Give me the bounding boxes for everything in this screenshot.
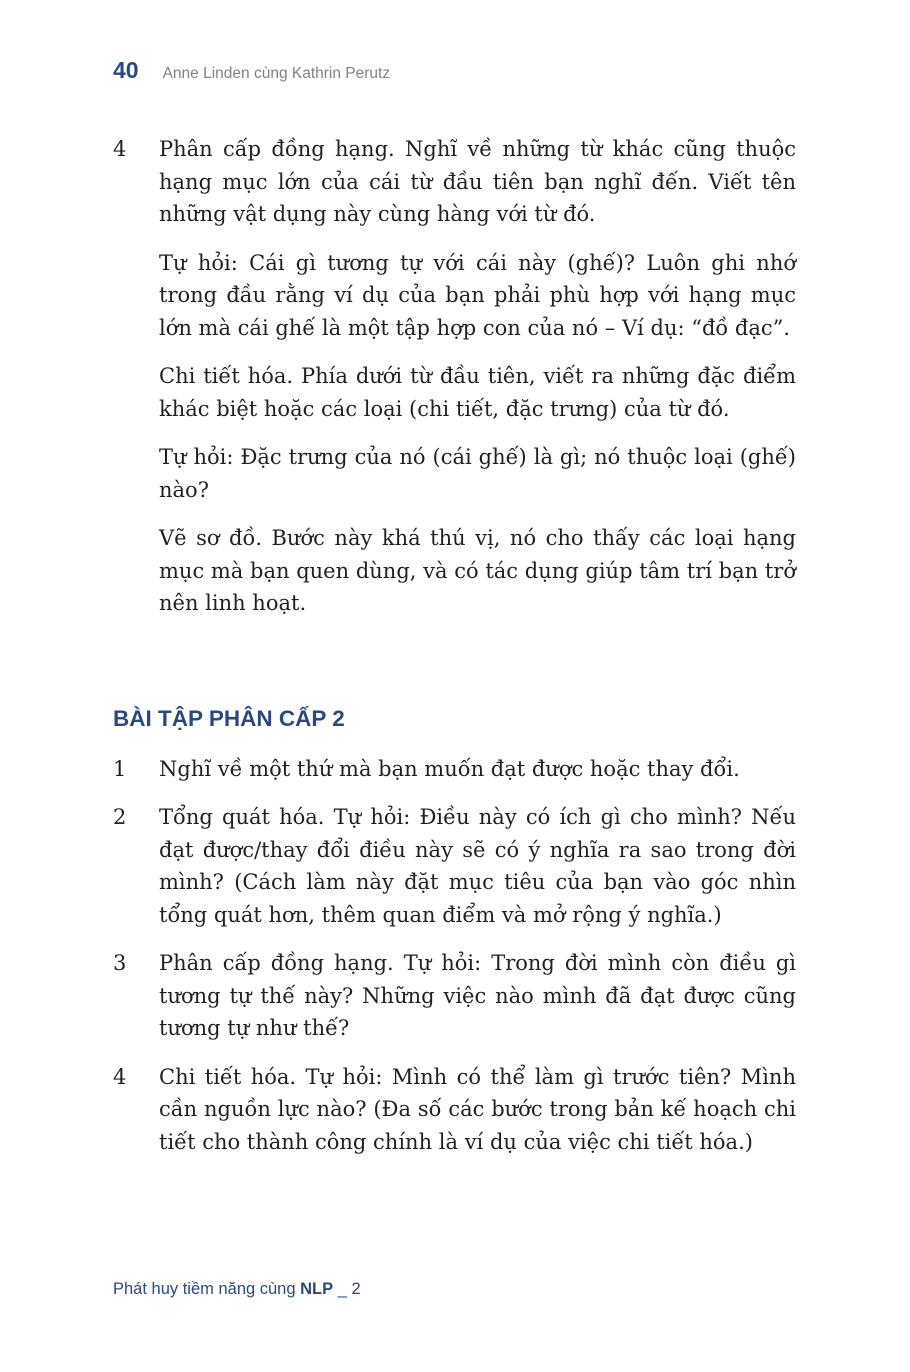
paragraph: Vẽ sơ đồ. Bước này khá thú vị, nó cho thấy các loại hạng mục mà bạn quen dùng, và có tác dụng giúp tâm trí bạn trở nên linh hoạt. <box>159 526 796 615</box>
footer-book-title: Phát huy tiềm năng cùng <box>113 1280 296 1298</box>
section-heading: BÀI TẬP PHÂN CẤP 2 <box>113 705 345 731</box>
item-number: 4 <box>113 137 127 161</box>
list-item <box>113 1061 796 1159</box>
page-footer <box>113 1280 361 1299</box>
paragraph: Phân cấp đồng hạng. Tự hỏi: Trong đời mình còn điều gì tương tự thế này? Những việc nào mình đã đạt được cũng tương tự như thế? <box>159 951 796 1040</box>
list-item <box>113 753 796 786</box>
paragraph: Chi tiết hóa. Tự hỏi: Mình có thể làm gì trước tiên? Mình cần nguồn lực nào? (Đa số các bước trong bản kế hoạch chi tiết cho thành công chính là ví dụ của việc chi tiết hóa.) <box>159 1064 796 1154</box>
running-head: Anne Linden cùng Kathrin Perutz <box>162 65 391 82</box>
page-content <box>113 133 796 1174</box>
item-number: 3 <box>113 951 127 975</box>
paragraph: Chi tiết hóa. Phía dưới từ đầu tiên, viết ra những đặc điểm khác biệt hoặc các loại (chi tiết, đặc trưng) của từ đó. <box>159 364 796 421</box>
item-body <box>159 133 796 620</box>
paragraph: Nghĩ về một thứ mà bạn muốn đạt được hoặc thay đổi. <box>159 756 740 781</box>
list-item <box>113 947 796 1045</box>
page-number: 40 <box>113 57 139 83</box>
paragraph: Tự hỏi: Cái gì tương tự với cái này (ghế)? Luôn ghi nhớ trong đầu rằng ví dụ của bạn phải phù hợp với hạng mục lớn mà cái ghế là một tập hợp con của nó – Ví dụ: “đồ đạc”. <box>159 250 796 340</box>
paragraph: Tự hỏi: Đặc trưng của nó (cái ghế) là gì; nó thuộc loại (ghế) nào? <box>159 445 796 502</box>
item-number: 2 <box>113 805 127 829</box>
list-item <box>113 133 796 620</box>
item-number: 1 <box>113 756 127 781</box>
item-number: 4 <box>113 1064 127 1089</box>
page-header <box>113 57 390 84</box>
list-item <box>113 801 796 931</box>
footer-volume: _ 2 <box>337 1280 361 1298</box>
paragraph: Tổng quát hóa. Tự hỏi: Điều này có ích gì cho mình? Nếu đạt được/thay đổi điều này sẽ có ý nghĩa ra sao trong đời mình? (Cách làm này đặt mục tiêu của bạn vào góc nhìn tổng quát hơn, thêm quan điểm và mở rộng ý nghĩa.) <box>159 805 796 927</box>
footer-nlp: NLP <box>300 1280 334 1298</box>
paragraph: Phân cấp đồng hạng. Nghĩ về những từ khác cũng thuộc hạng mục lớn của cái từ đầu tiên bạn nghĩ đến. Viết tên những vật dụng này cùng hàng với từ đó. <box>159 137 796 226</box>
